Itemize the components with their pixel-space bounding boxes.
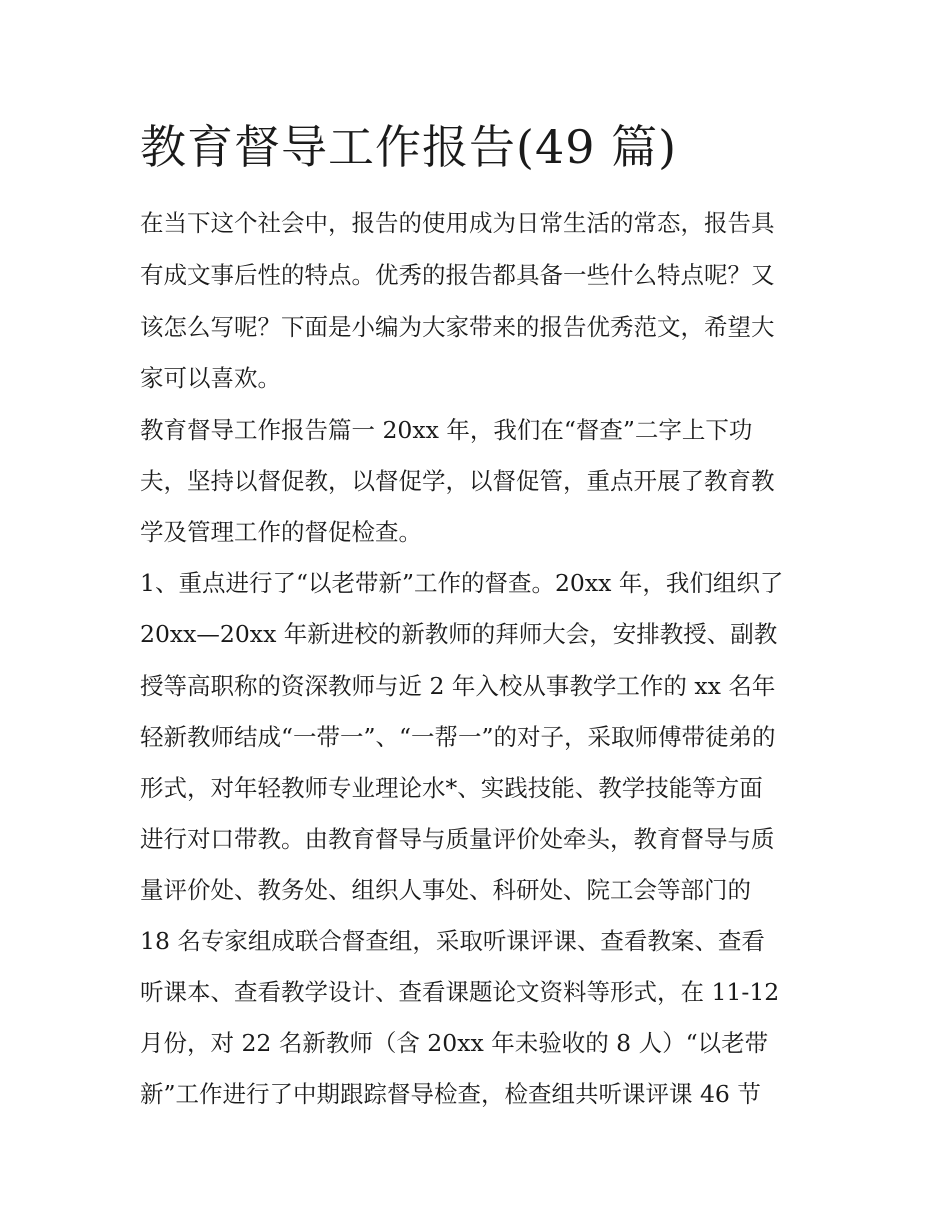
body-line-4: 家可以喜欢。 [140, 364, 281, 392]
body-line-3: 该怎么写呢？下面是小编为大家带来的报告优秀范文，希望大 [140, 313, 775, 341]
body-line-13: 进行对口带教。由教育督导与质量评价处牵头，教育督导与质 [140, 825, 775, 853]
body-line-9: 20xx—20xx 年新进校的新教师的拜师大会，安排教授、副教 [140, 620, 778, 648]
body-line-10: 授等高职称的资深教师与近 2 年入校从事教学工作的 xx 名年 [140, 672, 776, 700]
body-line-18: 新”工作进行了中期跟踪督导检查，检查组共听课评课 46 节 [140, 1080, 761, 1108]
body-line-1: 在当下这个社会中，报告的使用成为日常生活的常态，报告具 [140, 209, 775, 237]
body-line-15: 18 名专家组成联合督查组，采取听课评课、查看教案、查看 [140, 927, 765, 955]
body-line-8: 1、重点进行了“以老带新”工作的督查。20xx 年，我们组织了 [140, 569, 784, 597]
body-line-17: 月份，对 22 名新教师（含 20xx 年未验收的 8 人）“以老带 [140, 1029, 769, 1057]
body-line-11: 轻新教师结成“一带一”、“一帮一”的对子，采取师傅带徒弟的 [140, 723, 776, 751]
body-line-5: 教育督导工作报告篇一 20xx 年，我们在“督查”二字上下功 [140, 416, 753, 444]
body-line-2: 有成文事后性的特点。优秀的报告都具备一些什么特点呢？又 [140, 261, 775, 289]
body-line-7: 学及管理工作的督促检查。 [140, 518, 422, 546]
body-line-16: 听课本、查看教学设计、查看课题论文资料等形式，在 11-12 [140, 978, 780, 1006]
body-line-14: 量评价处、教务处、组织人事处、科研处、院工会等部门的 [140, 876, 751, 904]
body-line-12: 形式，对年轻教师专业理论水*、实践技能、教学技能等方面 [140, 774, 763, 802]
body-line-6: 夫，坚持以督促教，以督促学，以督促管，重点开展了教育教 [140, 467, 775, 495]
document-title: 教育督导工作报告(49 篇) [140, 120, 678, 174]
